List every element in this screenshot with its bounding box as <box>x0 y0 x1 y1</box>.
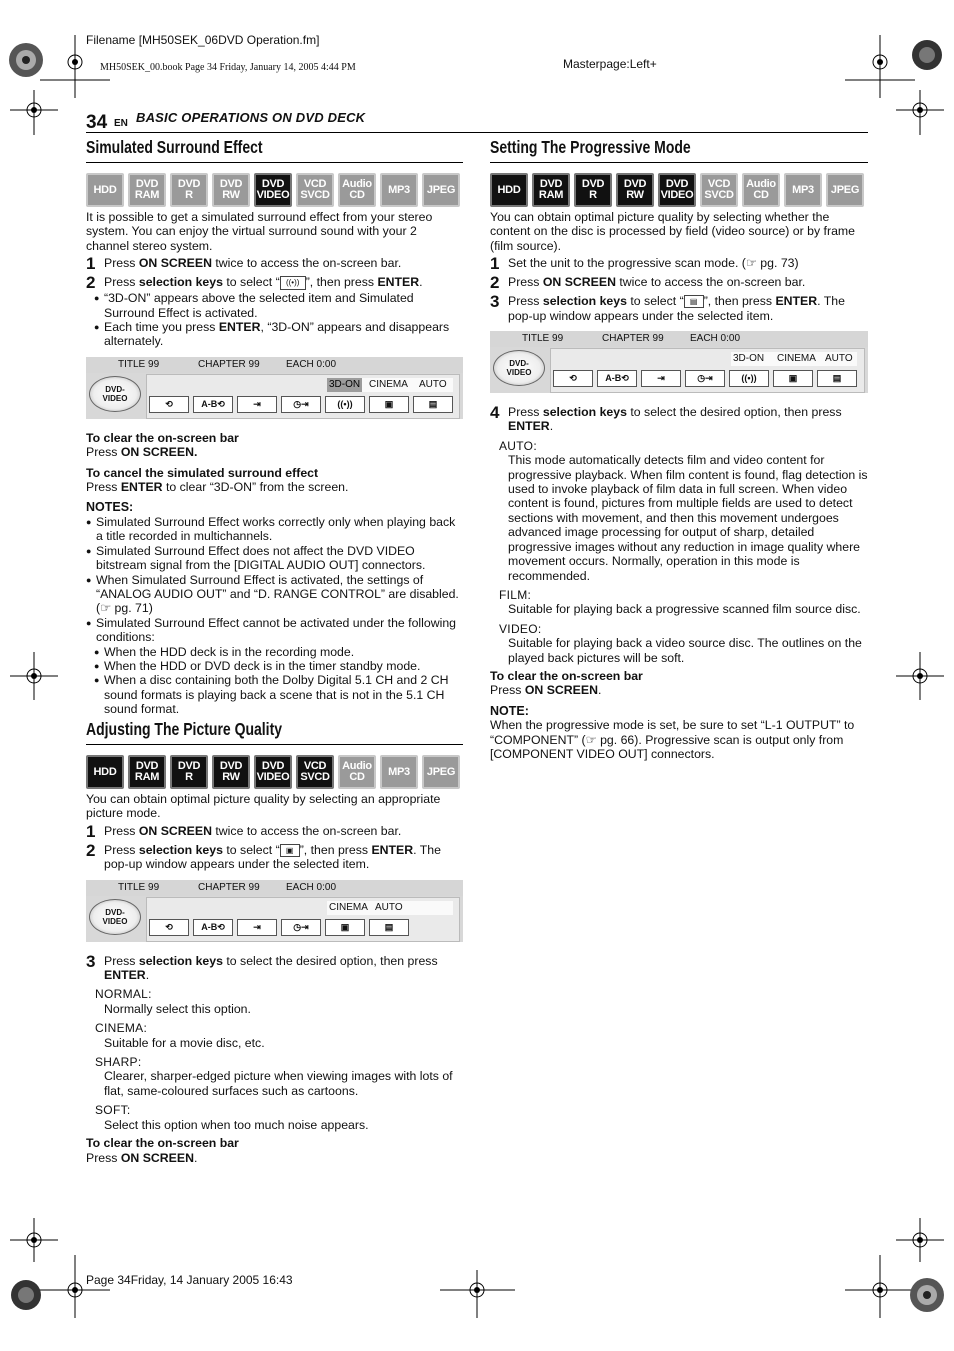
progressive-clear-text: Press ON SCREEN. <box>490 683 602 698</box>
badge-mp3: MP3 <box>784 173 822 207</box>
option-cinema: CINEMA: <box>95 1021 148 1036</box>
badge-vcd-svcd: VCD SVCD <box>296 755 334 789</box>
badge-dvd-r: DVD R <box>170 755 208 789</box>
badge-dvd-rw: DVD RW <box>212 755 250 789</box>
option-soft: SOFT: <box>95 1103 131 1118</box>
badge-audio-cd: Audio CD <box>338 755 376 789</box>
progressive-icon: ▤ <box>817 370 857 387</box>
surround-intro: It is possible to get a simulated surround effect from your stereo system. You can enjoy the virtual surround sound with your 2 channel stereo system. <box>86 210 433 253</box>
dvd-video-disc-icon: DVD- VIDEO <box>89 376 141 412</box>
badge-audio-cd: Audio CD <box>338 173 376 207</box>
badge-dvd-ram: DVD RAM <box>532 173 570 207</box>
ab-repeat-icon: A-B ⟲ <box>193 396 233 413</box>
picture-mode-icon: ▣ <box>325 919 365 936</box>
dvd-video-disc-icon: DVD- VIDEO <box>493 350 545 386</box>
picture-clear-text: Press ON SCREEN. <box>86 1150 198 1165</box>
surround-rule <box>86 162 463 163</box>
picture-mode-icon: ▣ <box>369 396 409 413</box>
badge-dvd-r: DVD R <box>574 173 612 207</box>
progressive-note: When the progressive mode is set, be sure to set “L-1 OUTPUT” to “COMPONENT” (☞ pg. 66). Progressive scan is output only from [COMPONENT VIDEO OUT] connectors. <box>490 718 855 761</box>
repeat-icon: ⟲ <box>149 396 189 413</box>
progressive-osd: TITLE 99 CHAPTER 99 EACH 0:00 DVD- VIDEO 3D-ON CINEMA AUTO ⟲ A-B ⟲ ⇥ ◷⇥ ((•)) ▣ ▤ <box>490 331 868 397</box>
option-film-desc: Suitable for playing back a progressive scanned film source disc. <box>508 602 861 617</box>
repeat-icon: ⟲ <box>553 370 593 387</box>
badge-dvd-ram: DVD RAM <box>128 173 166 207</box>
picture-badges <box>86 755 463 789</box>
surround-cancel-heading: To cancel the simulated surround effect <box>86 465 319 480</box>
option-auto: AUTO: <box>499 438 537 453</box>
option-video-desc: Suitable for playing back a video source disc. The outlines on the played back pictures will be soft. <box>508 636 862 665</box>
picture-osd: TITLE 99 CHAPTER 99 EACH 0:00 DVD- VIDEO CINEMA AUTO ⟲ A-B ⟲ ⇥ ◷⇥ ▣ ▤ <box>86 880 463 946</box>
note-3: ● When Simulated Surround Effect is activated, the settings of “ANALOG AUDIO OUT” and “D. RANGE CONTROL” are disabled. (☞ pg. 71) <box>86 572 459 616</box>
badge-mp3: MP3 <box>380 173 418 207</box>
badge-hdd: HDD <box>490 173 528 207</box>
surround-step-2: 2 Press selection keys to select “ ((•)) ”, then press ENTER. <box>86 273 423 293</box>
surround-notes-heading: NOTES: <box>86 500 134 515</box>
progressive-icon: ▤ <box>413 396 453 413</box>
badge-jpeg: JPEG <box>826 173 864 207</box>
badge-dvd-ram: DVD RAM <box>128 755 166 789</box>
badge-jpeg: JPEG <box>422 173 460 207</box>
picture-step-2: 2 Press selection keys to select “ ▣ ”, then press ENTER. The pop-up window appears under the selected item. <box>86 840 441 872</box>
note-4: ● Simulated Surround Effect cannot be activated under the following conditions: <box>86 615 457 645</box>
progressive-step-4: 4 Press selection keys to select the desired option, then press ENTER. <box>490 403 842 434</box>
badge-dvd-video: DVD VIDEO <box>254 755 292 789</box>
progressive-icon: ▤ <box>369 919 409 936</box>
progressive-intro: You can obtain optimal picture quality by selecting whether the content on the disc is processed by field (video source) or by frame (film source). <box>490 210 855 253</box>
filename-label: Filename [MH50SEK_06DVD Operation.fm] <box>86 33 320 47</box>
time-search-icon: ◷⇥ <box>685 370 725 387</box>
badge-vcd-svcd: VCD SVCD <box>700 173 738 207</box>
option-soft-desc: Select this option when too much noise appears. <box>104 1117 369 1132</box>
badge-jpeg: JPEG <box>422 755 460 789</box>
badge-audio-cd: Audio CD <box>742 173 780 207</box>
skip-icon: ⇥ <box>237 396 277 413</box>
badge-hdd: HDD <box>86 755 124 789</box>
badge-dvd-video: DVD VIDEO <box>658 173 696 207</box>
progressive-badges <box>490 173 868 207</box>
surround-icon: ((•)) <box>729 370 769 387</box>
dvd-video-disc-icon: DVD- VIDEO <box>89 899 141 935</box>
skip-icon: ⇥ <box>641 370 681 387</box>
badge-dvd-rw: DVD RW <box>616 173 654 207</box>
option-video: VIDEO: <box>499 621 542 636</box>
repeat-icon: ⟲ <box>149 919 189 936</box>
surround-icon: ((•)) <box>280 276 306 290</box>
note-4b: ● When the HDD or DVD deck is in the timer standby mode. <box>94 658 421 673</box>
picture-rule <box>86 744 463 745</box>
right-column <box>490 137 868 761</box>
surround-heading: Simulated Surround Effect <box>86 137 263 157</box>
surround-step-1: 1 Press ON SCREEN twice to access the on-screen bar. <box>86 254 402 274</box>
note-4c: ● When a disc containing both the Dolby Digital 5.1 CH and 2 CH sound formats is playing back a scene that is not in the 5.1 CH sound format. <box>94 673 449 717</box>
skip-icon: ⇥ <box>237 919 277 936</box>
note-4a: ● When the HDD deck is in the recording mode. <box>94 644 355 659</box>
option-sharp: SHARP: <box>95 1055 142 1070</box>
badge-dvd-video: DVD VIDEO <box>254 173 292 207</box>
picture-heading: Adjusting The Picture Quality <box>86 719 283 739</box>
picture-mode-icon: ▣ <box>280 844 300 857</box>
progressive-clear-heading: To clear the on-screen bar <box>490 668 643 683</box>
note-2: ● Simulated Surround Effect does not affect the DVD VIDEO bitstream signal from the [DIGITAL AUDIO OUT] connectors. <box>86 543 426 573</box>
book-info: MH50SEK_00.book Page 34 Friday, January 14, 2005 4:44 PM <box>100 62 356 73</box>
option-sharp-desc: Clearer, sharper-edged picture when viewing images with lots of flat, same-coloured surfaces such as cartoons. <box>104 1069 453 1098</box>
picture-mode-icon: ▣ <box>773 370 813 387</box>
badge-mp3: MP3 <box>380 755 418 789</box>
badge-dvd-rw: DVD RW <box>212 173 250 207</box>
page-header <box>86 110 868 133</box>
progressive-step-2: 2 Press ON SCREEN twice to access the on-screen bar. <box>490 273 806 293</box>
progressive-rule <box>490 162 868 163</box>
progressive-note-heading: NOTE: <box>490 703 529 718</box>
picture-step-1: 1 Press ON SCREEN twice to access the on-screen bar. <box>86 821 402 841</box>
surround-icon: ((•)) <box>325 396 365 413</box>
progressive-step-3: 3 Press selection keys to select “ ▤ ”, then press ENTER. The pop-up window appears under the selected item. <box>490 292 845 323</box>
masterpage-label: Masterpage:Left+ <box>563 57 657 71</box>
progressive-step-1: 1 Set the unit to the progressive scan mode. (☞ pg. 73) <box>490 254 799 274</box>
note-1: ● Simulated Surround Effect works correctly only when playing back a title recorded in multichannels. <box>86 514 456 544</box>
badge-vcd-svcd: VCD SVCD <box>296 173 334 207</box>
badge-dvd-r: DVD R <box>170 173 208 207</box>
picture-intro: You can obtain optimal picture quality by selecting an appropriate picture mode. <box>86 792 441 821</box>
ab-repeat-icon: A-B ⟲ <box>193 919 233 936</box>
picture-clear-heading: To clear the on-screen bar <box>86 1136 239 1151</box>
page-number: 34 <box>86 112 108 133</box>
surround-cancel-text: Press ENTER to clear “3D-ON” from the screen. <box>86 480 349 495</box>
option-auto-desc: This mode automatically detects film and video content for progressive playback. When film content is found, flag detection is used to invoke playback of film data in full screen. When video content is found, pictures from multiple fields are used to detect sections with movement, and then this movement undergoes advanced image processing for output of sharp, detailed progressive images without any reduction in image quality where movement occurs. Normally, operation in this mode is recommended. <box>508 453 868 583</box>
surround-clear-text: Press ON SCREEN. <box>86 445 198 460</box>
progressive-heading: Setting The Progressive Mode <box>490 137 691 157</box>
ab-repeat-icon: A-B ⟲ <box>597 370 637 387</box>
time-search-icon: ◷⇥ <box>281 396 321 413</box>
surround-clear-heading: To clear the on-screen bar <box>86 430 239 445</box>
option-cinema-desc: Suitable for a movie disc, etc. <box>104 1035 265 1050</box>
time-search-icon: ◷⇥ <box>281 919 321 936</box>
surround-osd: TITLE 99 CHAPTER 99 EACH 0:00 DVD- VIDEO 3D-ON CINEMA AUTO ⟲ A-B ⟲ ⇥ ◷⇥ ((•)) ▣ ▤ <box>86 357 463 423</box>
picture-section <box>86 719 463 1165</box>
picture-step-3: 3 Press selection keys to select the desired option, then press ENTER. <box>86 951 438 983</box>
option-film: FILM: <box>499 587 532 602</box>
left-column <box>86 137 463 717</box>
page-title: BASIC OPERATIONS ON DVD DECK <box>136 110 366 125</box>
surround-badges <box>86 173 463 207</box>
surround-bullet-1: ● “3D-ON” appears above the selected item and Simulated Surround Effect is activated. <box>94 291 414 320</box>
progressive-icon: ▤ <box>684 295 704 308</box>
page-lang: EN <box>114 118 128 129</box>
badge-hdd: HDD <box>86 173 124 207</box>
surround-bullet-2: ● Each time you press ENTER, “3D-ON” appears and disappears alternately. <box>94 320 450 349</box>
option-normal-desc: Normally select this option. <box>104 1001 251 1016</box>
footer-label: Page 34Friday, 14 January 2005 16:43 <box>86 1273 293 1287</box>
option-normal: NORMAL: <box>95 987 152 1002</box>
